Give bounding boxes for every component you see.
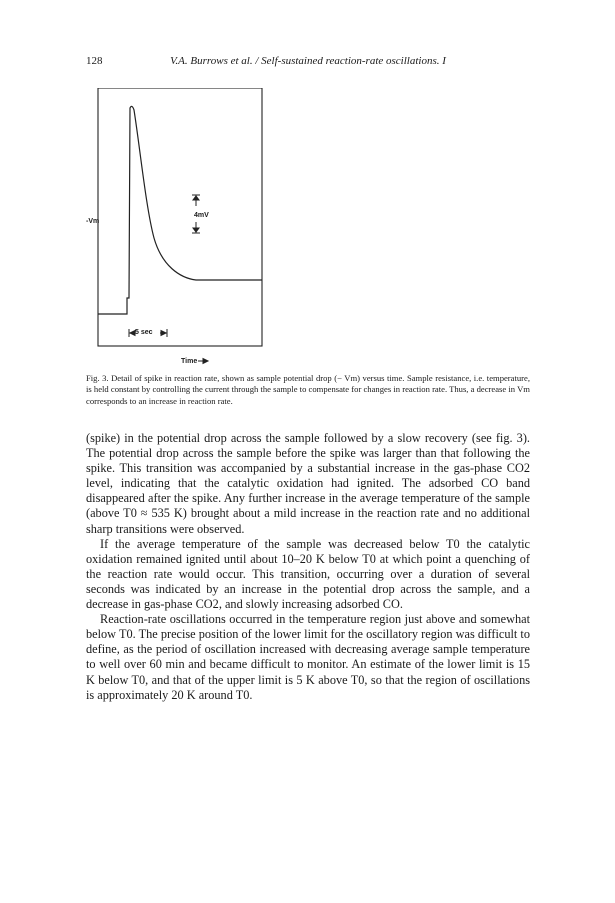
body-text (86, 431, 530, 703)
time-scale-label: 5 sec (135, 329, 153, 336)
figure-3 (86, 88, 286, 368)
y-axis-label: -Vm (86, 218, 100, 225)
page-header (86, 55, 530, 71)
time-axis-arrow (198, 359, 208, 364)
figure-caption: Fig. 3. Detail of spike in reaction rate, shown as sample potential drop (− Vm) versus time. Sample resistance, i.e. temperature, is held constant by controlling the current through the sample to compensate for changes in reaction rate. Thus, a decrease in Vm corresponds to an increase in reaction rate. (86, 373, 530, 406)
running-head: V.A. Burrows et al. / Self-sustained reaction-rate oscillations. I (170, 55, 446, 67)
potential-trace (98, 106, 262, 314)
paragraph: If the average temperature of the sample was decreased below T0 the catalytic oxidation remained ignited until about 10–20 K below T0 at which point a quenching of the reaction rate would occur. This transition, occurring over a duration of several seconds was indicated by an increase in the potential drop across the sample, and a decrease in gas-phase CO2, and slowly increasing adsorbed CO. (86, 536, 530, 612)
x-axis-label: Time (181, 358, 198, 365)
page-number: 128 (86, 55, 103, 67)
voltage-scale-label: 4mV (194, 212, 209, 219)
plot-frame (98, 88, 262, 346)
paragraph: (spike) in the potential drop across the sample followed by a slow recovery (see fig. 3). The potential drop across the sample before the spike was larger than that following the spike. This transition was accompanied by a substantial increase in the gas-phase CO2 level, indicating that the catalytic oxidation had ignited. The adsorbed CO band disappeared after the spike. Any further increase in the average temperature of the sample (above T0 ≈ 535 K) brought about a mild increase in the reaction rate and no additional sharp transitions were observed. (86, 431, 530, 536)
paragraph: Reaction-rate oscillations occurred in the temperature region just above and somewhat below T0. The precise position of the lower limit for the oscillatory region was difficult to define, as the period of oscillation increased with decreasing average sample temperature to well over 60 min and became difficult to monitor. An estimate of the lower limit is 15 K below T0, and that of the upper limit is 5 K above T0, so that the region of oscillations is approximately 20 K around T0. (86, 612, 530, 702)
spike-plot (86, 88, 286, 368)
